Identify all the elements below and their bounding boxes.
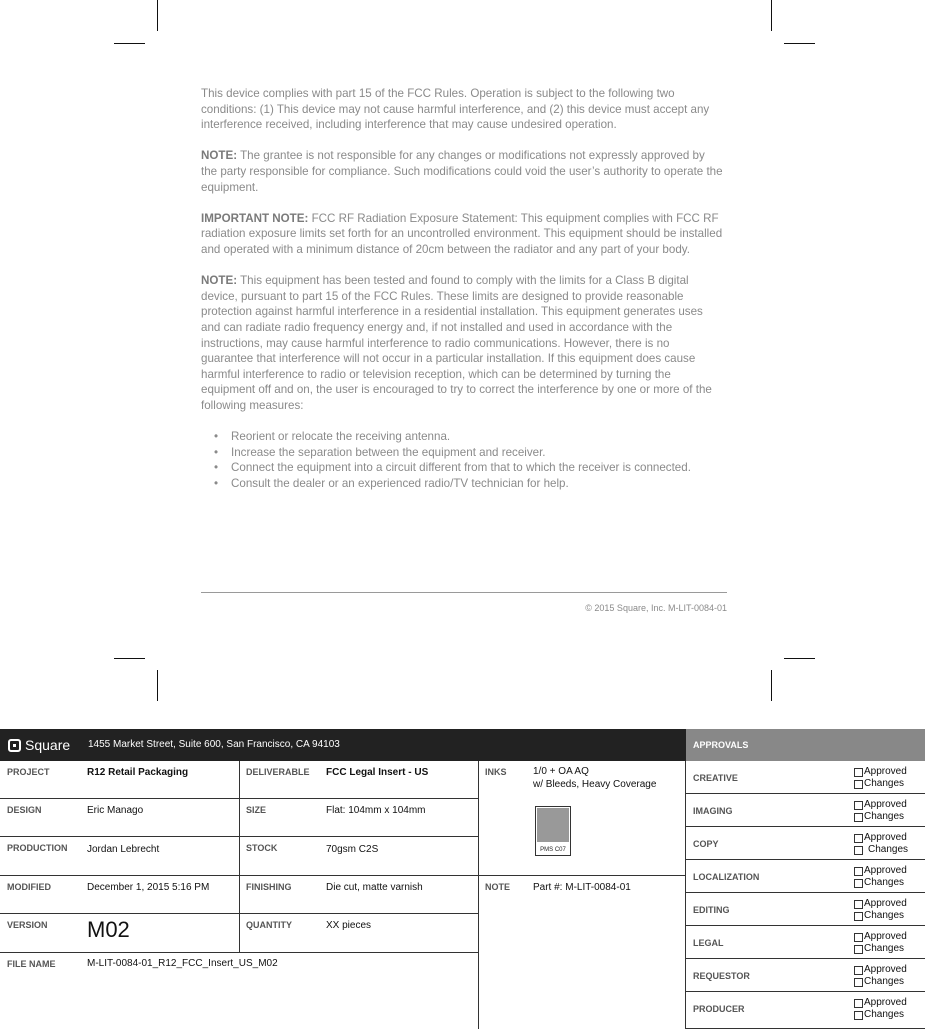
class-b-note-paragraph (201, 273, 723, 413)
changes-checkbox[interactable] (854, 844, 908, 856)
version-value: M02 (87, 917, 130, 942)
quantity-value: XX pieces (326, 920, 372, 931)
checkbox-icon[interactable] (854, 945, 863, 954)
crop-mark (114, 43, 145, 44)
grantee-note-paragraph (201, 148, 723, 195)
approved-checkbox[interactable] (854, 832, 907, 844)
approved-label: Approved (864, 997, 907, 1008)
stock-value: 70gsm C2S (326, 844, 379, 855)
note-label: NOTE: (201, 149, 238, 163)
checkbox-icon[interactable] (854, 978, 863, 987)
changes-label: Changes (864, 943, 905, 954)
measures-list (201, 429, 723, 491)
approval-label: CREATIVE (693, 773, 738, 783)
changes-label: Changes (864, 1009, 905, 1020)
note-text: This equipment has been tested and found to comply with the limits for a Class B digital device, pursuant to part 15 of the FCC Rules. These limits are designed to provide reasonable protection against harmful interference in a residential installation. This equipment generates uses and can radiate radio frequency energy and, if not installed and used in accordance with the instructions, may cause harmful interference to radio communications. However, there is no guarantee that interference will not occur in a particular installation. If this equipment does cause harmful interference to radio or television reception, which can be determined by turning the equipment off and on, the user is encouraged to try to correct the interference by one or more of the following measures: (201, 274, 712, 412)
checkbox-icon[interactable] (854, 813, 863, 822)
crop-mark (771, 670, 772, 701)
changes-checkbox[interactable] (854, 943, 904, 955)
finishing-label: FINISHING (246, 882, 292, 892)
modified-value: December 1, 2015 5:16 PM (87, 882, 210, 893)
checkbox-icon[interactable] (854, 900, 863, 909)
checkbox-icon[interactable] (854, 801, 863, 810)
checkbox-icon[interactable] (854, 912, 863, 921)
design-value: Eric Manago (87, 805, 144, 816)
checkbox-icon[interactable] (854, 867, 863, 876)
filename-value: M-LIT-0084-01_R12_FCC_Insert_US_M02 (87, 958, 278, 969)
approval-row-editing (686, 893, 925, 926)
crop-mark (784, 658, 815, 659)
swatch-fill (537, 808, 569, 842)
square-logo-icon (8, 739, 21, 752)
note-text: The grantee is not responsible for any changes or modifications not expressly approved by the party responsible for compliance. Such modifications could void the user’s authority to operate the equipment. (201, 149, 723, 194)
size-value: Flat: 104mm x 104mm (326, 805, 426, 816)
divider (201, 592, 727, 593)
size-label: SIZE (246, 805, 267, 815)
filename-label: FILE NAME (7, 959, 56, 969)
approval-row-producer (686, 992, 925, 1029)
approvals-header: APPROVALS (686, 729, 925, 761)
changes-checkbox[interactable] (854, 976, 904, 988)
approval-label: LEGAL (693, 938, 724, 948)
approved-checkbox[interactable] (854, 931, 907, 943)
approval-label: EDITING (693, 905, 730, 915)
deliverable-label: DELIVERABLE (246, 767, 310, 777)
approved-checkbox[interactable] (854, 799, 907, 811)
crop-mark (157, 0, 158, 31)
approval-row-creative (686, 761, 925, 794)
logo-text: Square (25, 737, 71, 753)
approval-row-localization (686, 860, 925, 893)
approved-checkbox[interactable] (854, 997, 907, 1009)
approved-label: Approved (864, 964, 907, 975)
crop-mark (157, 670, 158, 701)
list-item: • Reorient or relocate the receiving antenna. (214, 429, 723, 445)
production-value: Jordan Lebrecht (87, 844, 160, 855)
approved-checkbox[interactable] (854, 898, 907, 910)
approved-label: Approved (864, 898, 907, 909)
crop-mark (784, 43, 815, 44)
list-item: • Increase the separation between the equipment and receiver. (214, 445, 723, 461)
approved-label: Approved (864, 766, 907, 777)
approved-checkbox[interactable] (854, 865, 907, 877)
changes-label: Changes (864, 811, 905, 822)
quantity-label: QUANTITY (246, 920, 292, 930)
fcc-legal-text (201, 86, 723, 491)
inks-detail: w/ Bleeds, Heavy Coverage (533, 779, 657, 790)
approved-checkbox[interactable] (854, 766, 907, 778)
approval-label: PRODUCER (693, 1004, 745, 1014)
approval-row-imaging (686, 794, 925, 827)
project-value: R12 Retail Packaging (87, 767, 189, 778)
changes-label: Changes (868, 844, 909, 855)
checkbox-icon[interactable] (854, 966, 863, 975)
square-logo (8, 737, 70, 753)
approval-label: COPY (693, 839, 719, 849)
changes-checkbox[interactable] (854, 910, 904, 922)
changes-label: Changes (864, 778, 905, 789)
checkbox-icon[interactable] (854, 768, 863, 777)
copyright-text: © 2015 Square, Inc. M-LIT-0084-01 (585, 603, 727, 613)
approved-checkbox[interactable] (854, 964, 907, 976)
checkbox-icon[interactable] (854, 933, 863, 942)
table-row (0, 837, 686, 876)
finishing-value: Die cut, matte varnish (326, 882, 423, 893)
important-note-text: FCC RF Radiation Exposure Statement: This equipment complies with FCC RF radiation exposure limits set forth for an uncontrolled environment. This equipment should be installed and operated with a minimum distance of 20cm between the radiator and any part of your body. (201, 211, 723, 256)
crop-mark (114, 658, 145, 659)
changes-label: Changes (864, 877, 905, 888)
modified-label: MODIFIED (7, 882, 51, 892)
approval-row-legal (686, 926, 925, 959)
inks-value: 1/0 + OA AQ (533, 766, 589, 777)
production-label: PRODUCTION (7, 843, 68, 853)
important-note-label: IMPORTANT NOTE: (201, 211, 309, 225)
approval-row-copy (686, 827, 925, 860)
changes-checkbox[interactable] (854, 1009, 904, 1021)
checkbox-icon[interactable] (854, 999, 863, 1008)
note-label: NOTE: (201, 274, 238, 288)
deliverable-value: FCC Legal Insert - US (326, 767, 429, 778)
changes-label: Changes (864, 910, 905, 921)
approved-label: Approved (864, 931, 907, 942)
divider (478, 761, 479, 1029)
fcc-compliance-paragraph: This device complies with part 15 of the FCC Rules. Operation is subject to the following two conditions: (1) This device may not cause harmful interference, and (2) this device must accept any interference received, including interference that may cause undesired operation. (201, 87, 710, 132)
checkbox-icon[interactable] (854, 846, 863, 855)
approved-label: Approved (864, 799, 907, 810)
approval-label: LOCALIZATION (693, 872, 760, 882)
changes-label: Changes (864, 976, 905, 987)
checkbox-icon[interactable] (854, 879, 863, 888)
stock-label: STOCK (246, 843, 278, 853)
job-slug (0, 729, 925, 1029)
version-label: VERSION (7, 920, 48, 930)
approval-row-requestor (686, 959, 925, 992)
checkbox-icon[interactable] (854, 1011, 863, 1020)
design-label: DESIGN (7, 805, 42, 815)
crop-mark (771, 0, 772, 31)
approval-label: IMAGING (693, 806, 733, 816)
project-label: PROJECT (7, 767, 50, 777)
checkbox-icon[interactable] (854, 780, 863, 789)
important-note-paragraph (201, 211, 723, 258)
company-address: 1455 Market Street, Suite 600, San Francisco, CA 94103 (88, 739, 340, 750)
list-item: • Consult the dealer or an experienced radio/TV technician for help. (214, 476, 723, 492)
swatch-name: PMS C07 (540, 847, 566, 853)
pms-swatch (535, 806, 571, 856)
divider (239, 761, 240, 953)
changes-checkbox[interactable] (854, 877, 904, 889)
approved-label: Approved (864, 832, 907, 843)
checkbox-icon[interactable] (854, 834, 863, 843)
approved-label: Approved (864, 865, 907, 876)
inks-label: INKS (485, 767, 507, 777)
list-item: • Connect the equipment into a circuit different from that to which the receiver is connected. (214, 460, 723, 476)
changes-checkbox[interactable] (854, 778, 904, 790)
approval-label: REQUESTOR (693, 971, 750, 981)
note-label: NOTE (485, 882, 511, 892)
note-value: Part #: M-LIT-0084-01 (533, 882, 631, 893)
changes-checkbox[interactable] (854, 811, 904, 823)
header-bar (0, 729, 686, 761)
